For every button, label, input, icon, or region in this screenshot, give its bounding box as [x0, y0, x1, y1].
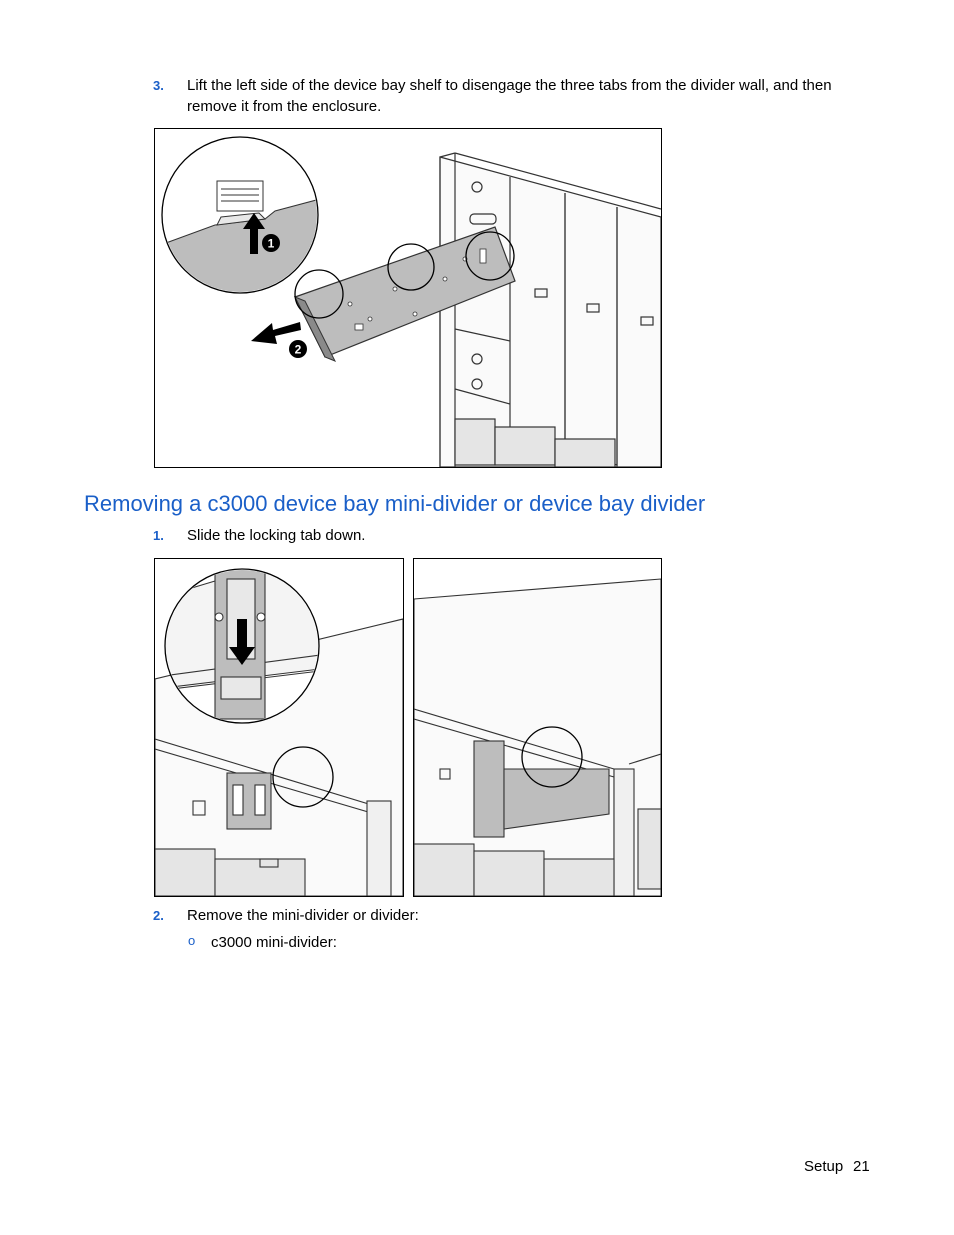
callout-1-label: 1: [267, 236, 275, 251]
figure-locking-tab-left: [154, 558, 404, 897]
step-text-line2: remove it from the enclosure.: [187, 98, 382, 115]
section-heading: Removing a c3000 device bay mini-divider or device bay divider: [84, 491, 706, 516]
footer-section-name: Setup: [804, 1158, 844, 1175]
locking-tab-illustration: [155, 559, 403, 896]
step-text-line1: Lift the left side of the device bay shelf to disengage the three tabs from the divider wall, and then: [187, 77, 832, 94]
footer-page-number: 21: [853, 1158, 870, 1175]
divider-illustration: [414, 559, 661, 896]
step-number: 3.: [153, 78, 164, 93]
step-2: [153, 905, 873, 927]
figure-locking-tab-right: [413, 558, 662, 897]
callout-2-label: 2: [294, 342, 302, 357]
step-3: [153, 75, 873, 119]
step-text: Remove the mini-divider or divider:: [187, 907, 419, 924]
sub-bullet-marker: o: [188, 933, 196, 948]
shelf-removal-illustration: [155, 129, 661, 467]
step-number: 1.: [153, 528, 164, 543]
step-text: Slide the locking tab down.: [187, 527, 366, 544]
step-1: [153, 525, 873, 547]
sub-bullet-text: c3000 mini-divider:: [211, 934, 337, 951]
step-number: 2.: [153, 908, 164, 923]
figure-shelf-removal: [154, 128, 662, 468]
